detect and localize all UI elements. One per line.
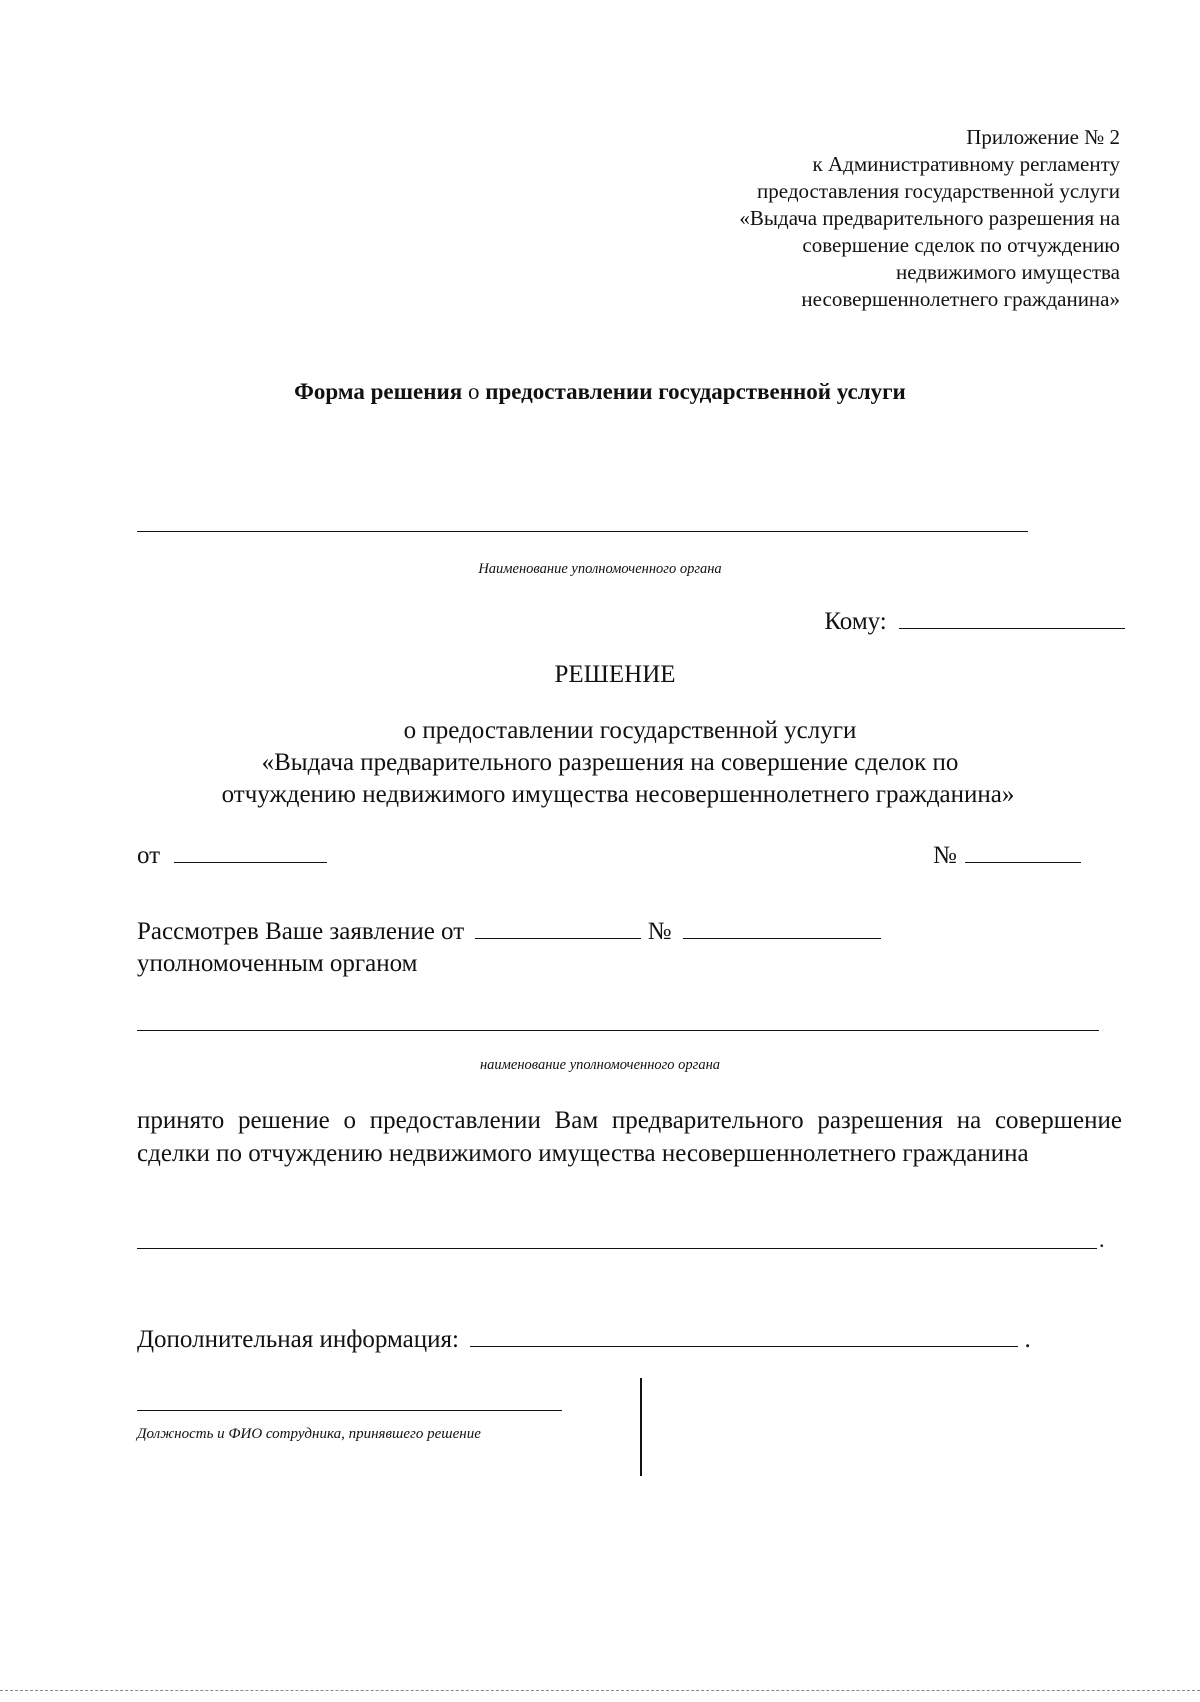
considered-prefix: Рассмотрев Ваше заявление от	[137, 918, 465, 945]
additional-info-field[interactable]	[470, 1326, 1018, 1347]
date-field[interactable]	[174, 842, 327, 863]
decision-subtitle-line: о предоставлении государственной услуги	[403, 717, 857, 744]
additional-info-period: .	[1024, 1326, 1031, 1353]
decision-subtitle-line: «Выдача предварительного разрешения на совершение сделок по	[261, 749, 959, 776]
form-title-part: о	[467, 379, 480, 404]
additional-info-line	[137, 1324, 1031, 1356]
additional-info-label: Дополнительная информация:	[137, 1326, 459, 1353]
form-title	[0, 379, 1200, 405]
appendix-header	[739, 124, 1120, 313]
decision-subtitle-line: отчуждению недвижимого имущества несовершеннолетнего гражданина»	[221, 781, 1015, 808]
considered-line	[137, 916, 881, 948]
form-title-part: Форма решения	[294, 379, 463, 404]
date-label: от	[137, 842, 161, 869]
appendix-line: Приложение № 2	[966, 125, 1120, 149]
recipient-line	[824, 606, 1125, 638]
appendix-line: совершение сделок по отчуждению	[802, 233, 1120, 257]
recipient-field[interactable]	[899, 608, 1125, 629]
application-number-field[interactable]	[683, 918, 881, 939]
organ-name-caption-lower: наименование уполномоченного органа	[479, 1057, 721, 1073]
decision-paragraph: принято решение о предоставлении Вам предварительного разрешения на совершение сделки по отчуждению недвижимого имущества несовершеннолетнего гражданина	[137, 1107, 1122, 1167]
organ-name-caption: Наименование уполномоченного органа	[478, 561, 722, 577]
signer-field[interactable]	[137, 1410, 562, 1411]
property-period: .	[1099, 1227, 1105, 1252]
decision-heading: РЕШЕНИЕ	[554, 661, 676, 688]
number-field[interactable]	[965, 842, 1081, 863]
date-line	[137, 840, 327, 872]
decision-subtitle	[0, 715, 1200, 811]
scan-edge-artifact	[0, 1690, 1200, 1693]
application-date-field[interactable]	[475, 918, 641, 939]
form-title-part: предоставлении государственной услуги	[485, 379, 906, 404]
considered-organ-text: уполномоченным органом	[137, 950, 418, 977]
number-line	[933, 840, 1081, 872]
signature-divider	[640, 1378, 642, 1476]
number-label: №	[933, 842, 957, 869]
application-number-label: №	[647, 918, 672, 945]
property-field[interactable]	[137, 1248, 1097, 1249]
signer-caption: Должность и ФИО сотрудника, принявшего решение	[137, 1426, 481, 1442]
appendix-line: к Административному регламенту	[812, 152, 1120, 176]
recipient-label: Кому:	[824, 608, 887, 635]
appendix-line: предоставления государственной услуги	[757, 179, 1120, 203]
appendix-line: недвижимого имущества	[896, 260, 1120, 284]
appendix-line: «Выдача предварительного разрешения на	[739, 206, 1120, 230]
organ-name-field-lower[interactable]	[137, 1030, 1099, 1031]
organ-name-field[interactable]	[137, 531, 1028, 532]
appendix-line: несовершеннолетнего гражданина»	[801, 287, 1120, 311]
